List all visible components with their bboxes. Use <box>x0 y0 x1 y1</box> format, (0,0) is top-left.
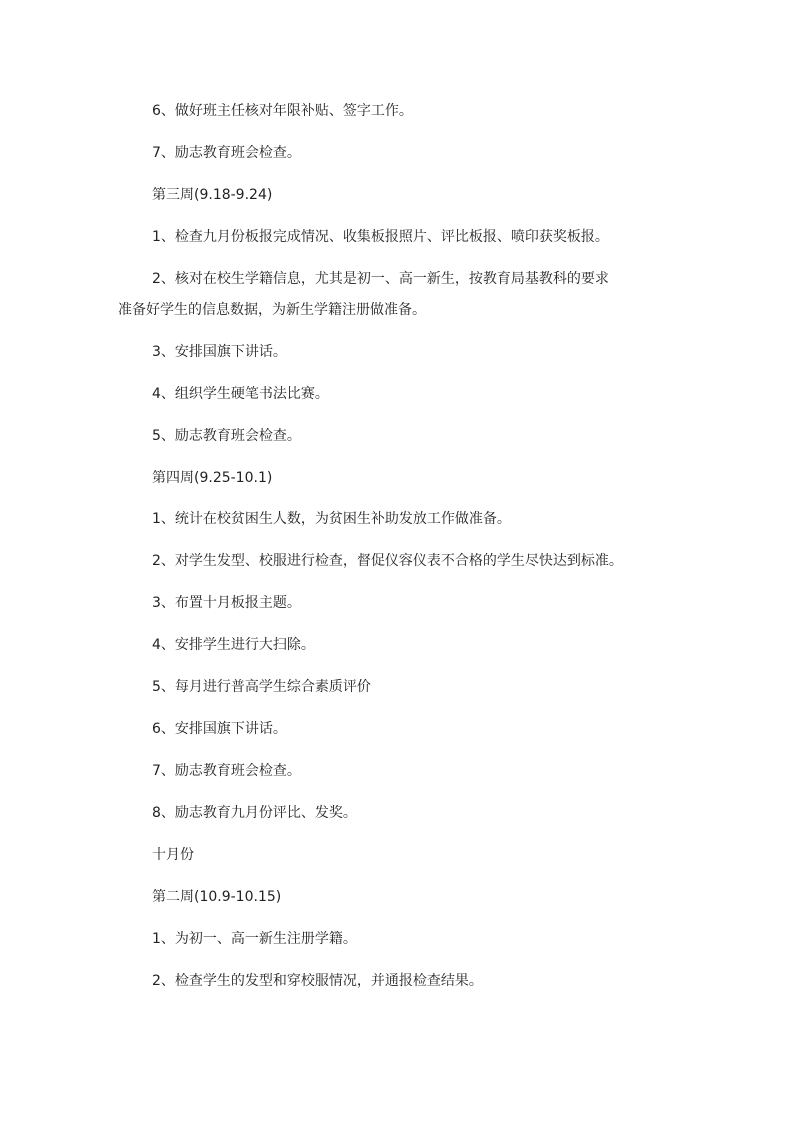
text-line: 准备好学生的信息数据，为新生学籍注册做准备。 <box>118 302 426 318</box>
text-line: 4、组织学生硬笔书法比赛。 <box>152 386 329 402</box>
text-line: 5、励志教育班会检查。 <box>152 428 301 444</box>
text-line: 2、核对在校生学籍信息，尤其是初一、高一新生，按教育局基教科的要求 <box>152 271 609 287</box>
text-line: 1、统计在校贫困生人数，为贫困生补助发放工作做准备。 <box>152 511 511 527</box>
section-heading: 第三周(9.18-9.24) <box>152 187 273 203</box>
text-line: 5、每月进行普高学生综合素质评价 <box>152 679 371 695</box>
text-line: 1、检查九月份板报完成情况、收集板报照片、评比板报、喷印获奖板报。 <box>152 229 609 245</box>
text-line: 3、布置十月板报主题。 <box>152 595 301 611</box>
text-line: 4、安排学生进行大扫除。 <box>152 637 315 653</box>
section-heading: 第四周(9.25-10.1) <box>152 470 273 486</box>
section-heading: 第二周(10.9-10.15) <box>152 889 282 905</box>
text-line: 6、安排国旗下讲话。 <box>152 721 287 737</box>
text-line: 3、安排国旗下讲话。 <box>152 344 287 360</box>
text-line: 1、为初一、高一新生注册学籍。 <box>152 931 357 947</box>
text-line: 2、对学生发型、校服进行检查，督促仪容仪表不合格的学生尽快达到标准。 <box>152 553 623 569</box>
section-heading: 十月份 <box>152 847 194 863</box>
text-line: 8、励志教育九月份评比、发奖。 <box>152 805 357 821</box>
text-line: 7、励志教育班会检查。 <box>152 145 301 161</box>
text-line: 7、励志教育班会检查。 <box>152 763 301 779</box>
text-line: 2、检查学生的发型和穿校服情况，并通报检查结果。 <box>152 973 483 989</box>
text-line: 6、做好班主任核对年限补贴、签字工作。 <box>152 103 413 119</box>
